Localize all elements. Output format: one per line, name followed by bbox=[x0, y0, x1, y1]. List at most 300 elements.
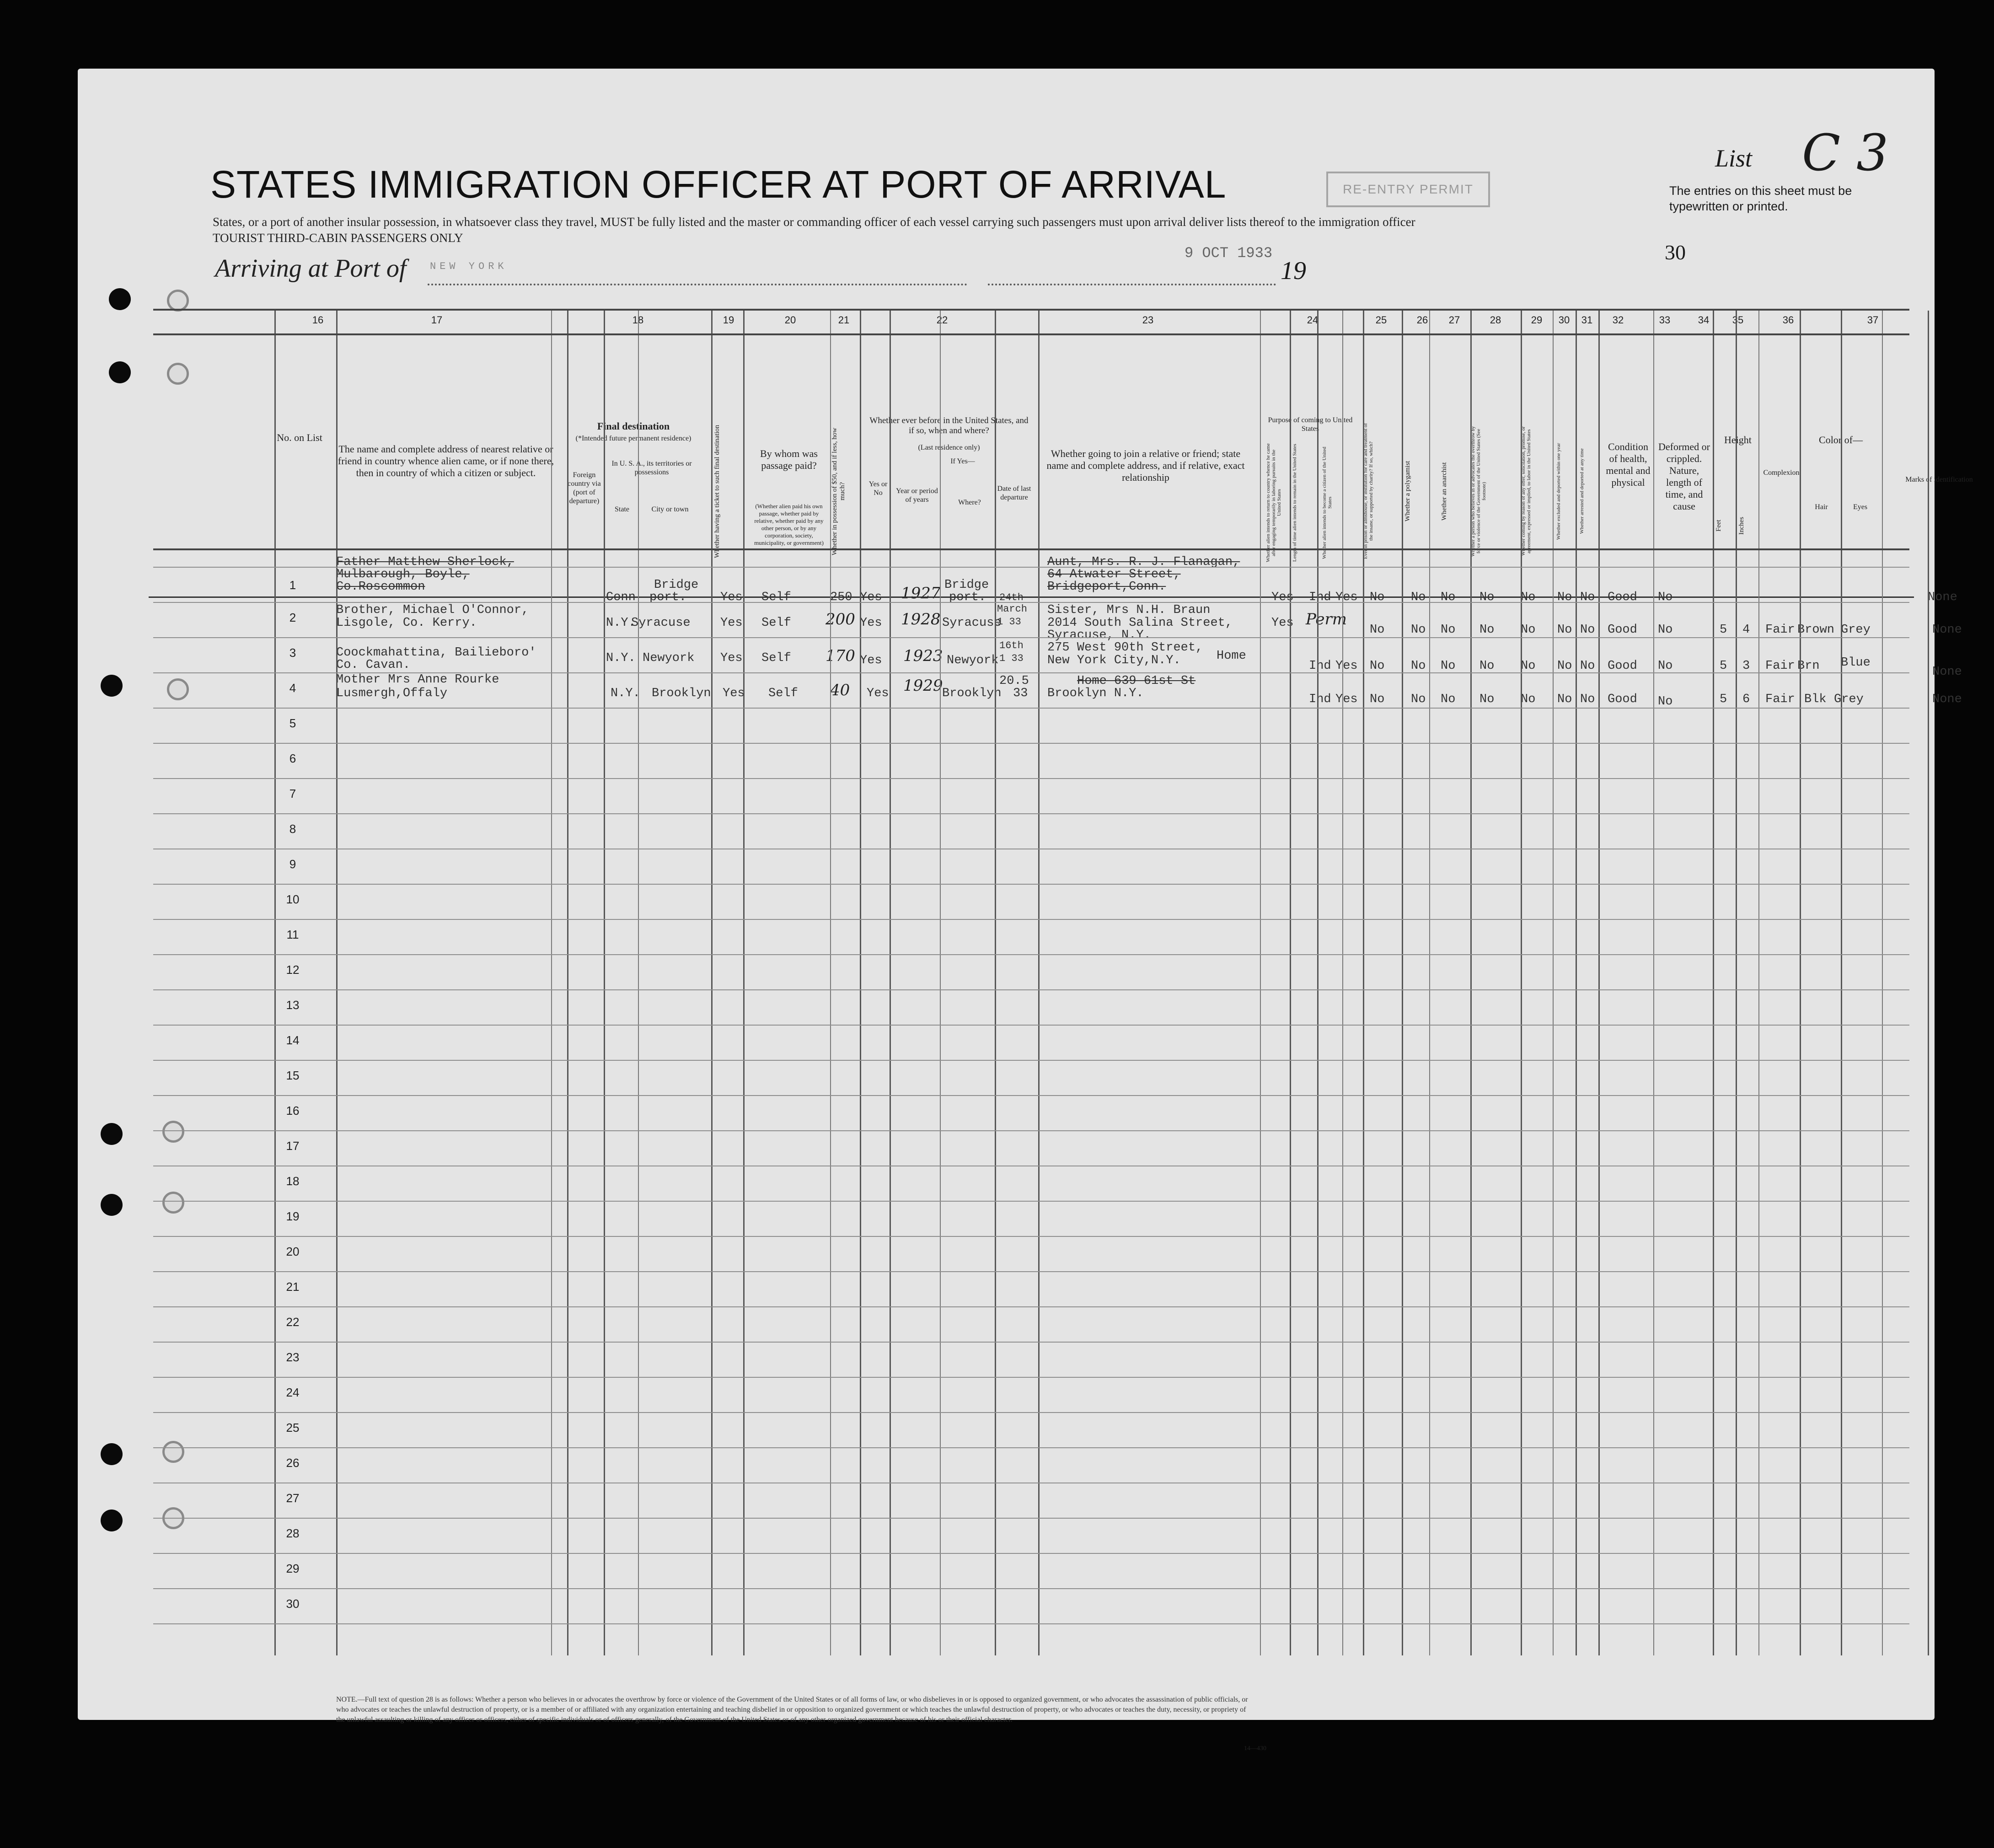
row-number: 26 bbox=[286, 1456, 300, 1470]
row2-paid: Self bbox=[761, 616, 791, 630]
binding-hole bbox=[101, 675, 123, 697]
col-number: 19 bbox=[723, 314, 734, 326]
column-rule bbox=[711, 311, 713, 1655]
form-code: 14—430 bbox=[1244, 1745, 1266, 1752]
row1-strike-line bbox=[149, 596, 1914, 598]
col-number: 37 bbox=[1867, 314, 1879, 326]
row2-purpose-return: Yes bbox=[1271, 616, 1294, 630]
row4-before: Yes bbox=[867, 687, 889, 700]
row2-complexion: Fair bbox=[1765, 623, 1795, 637]
row-number: 25 bbox=[286, 1421, 300, 1434]
col-number: 23 bbox=[1142, 314, 1154, 326]
row3-paid: Self bbox=[761, 651, 791, 665]
col-number: 35 bbox=[1732, 314, 1744, 326]
header-feet: Feet bbox=[1715, 520, 1722, 532]
row1-state: Conn bbox=[606, 591, 636, 604]
row1-q28: No bbox=[1479, 591, 1495, 604]
manifest-table bbox=[153, 309, 1973, 1655]
row2-where: Syracuse bbox=[942, 616, 1002, 630]
col-number: 18 bbox=[632, 314, 644, 326]
row-number: 14 bbox=[286, 1033, 300, 1047]
row-rule bbox=[153, 954, 1909, 955]
row4-q27: No bbox=[1441, 693, 1456, 706]
header-years: Year or period of years bbox=[896, 487, 938, 504]
row2-date-line2: March bbox=[997, 603, 1028, 615]
col-number: 16 bbox=[312, 314, 324, 326]
header-height: Height bbox=[1724, 434, 1752, 446]
row1-join-line2: 64 Atwater Street, bbox=[1047, 568, 1181, 581]
row1-ticket: Yes bbox=[720, 591, 743, 604]
row2-city: Syracuse bbox=[631, 616, 691, 630]
header-where: Where? bbox=[958, 499, 981, 506]
col-number: 21 bbox=[838, 314, 850, 326]
column-rule bbox=[1260, 311, 1261, 1655]
row-rule bbox=[153, 1025, 1909, 1026]
header-city: City or town bbox=[651, 505, 689, 513]
row-number: 24 bbox=[286, 1386, 300, 1399]
row1-years: 1927 bbox=[901, 584, 941, 602]
header-in-usa: In U. S. A., its territories or possessions bbox=[611, 460, 692, 476]
row2-money: 200 bbox=[825, 610, 855, 629]
row2-join-line3: Syracuse, N.Y. bbox=[1047, 629, 1151, 642]
row3-eyes: Blue bbox=[1841, 656, 1871, 670]
header-if-yes: If Yes— bbox=[950, 457, 975, 465]
binding-hole bbox=[101, 1123, 123, 1145]
header-color: Color of— bbox=[1819, 434, 1863, 446]
row-number: 10 bbox=[286, 892, 300, 906]
row-rule bbox=[153, 1342, 1909, 1343]
header-anarchist: Whether an anarchist bbox=[1441, 462, 1448, 521]
manifest-sheet bbox=[78, 69, 1973, 1752]
row4-state: N.Y. bbox=[611, 687, 640, 700]
header-arrested: Whether arrested and deported at any time bbox=[1579, 448, 1585, 534]
row-rule bbox=[153, 1623, 1909, 1624]
row2-before: Yes bbox=[860, 616, 882, 630]
column-rule bbox=[1342, 311, 1343, 1655]
row4-q29: No bbox=[1521, 693, 1536, 706]
row4-marks: None bbox=[1932, 693, 1962, 706]
row1-where-line2: port. bbox=[949, 591, 986, 604]
col-number: 32 bbox=[1612, 314, 1624, 326]
col-number: 26 bbox=[1416, 314, 1428, 326]
header-yes-or-no: Yes or No bbox=[868, 480, 888, 497]
row4-q31: No bbox=[1580, 693, 1595, 706]
row-number: 21 bbox=[286, 1280, 300, 1294]
row4-join-line1: Home 639 61st St bbox=[1077, 674, 1196, 688]
row-number: 28 bbox=[286, 1526, 300, 1540]
row2-relative-line1: Brother, Michael O'Connor, bbox=[336, 603, 529, 617]
row1-relative-line2: Mulbarough, Boyle, bbox=[336, 568, 470, 581]
column-rule bbox=[567, 311, 568, 1655]
row1-q31: No bbox=[1580, 591, 1595, 604]
header-foreign-country: Foreign country via (port of departure) bbox=[568, 471, 601, 505]
row-rule bbox=[153, 813, 1909, 814]
column-rule bbox=[860, 311, 861, 1655]
header-polygamist: Whether a polygamist bbox=[1404, 461, 1411, 522]
column-rule bbox=[1713, 311, 1714, 1655]
col-number: 20 bbox=[784, 314, 796, 326]
row3-q27: No bbox=[1441, 659, 1456, 673]
column-rule bbox=[1758, 311, 1759, 1655]
row1-purpose-return: Yes bbox=[1271, 591, 1294, 604]
column-rule bbox=[274, 311, 276, 1655]
row3-inches: 3 bbox=[1742, 659, 1750, 673]
header-overthrow: Whether a person who believes in or advocates the overthrow by force or violence of the Government of the United States (See footnote) bbox=[1470, 426, 1487, 557]
row3-state: N.Y. bbox=[606, 651, 636, 665]
row4-health: Good bbox=[1608, 693, 1637, 706]
row-number: 13 bbox=[286, 998, 300, 1012]
column-rule bbox=[743, 311, 745, 1655]
row2-q26: No bbox=[1411, 623, 1426, 637]
header-marks: Marks of identification bbox=[1905, 476, 1973, 483]
row2-date-line3: 1 33 bbox=[997, 616, 1021, 628]
year-value: 30 bbox=[1665, 241, 1686, 264]
row3-date-line1: 16th bbox=[999, 640, 1024, 651]
row4-feet: 5 bbox=[1720, 693, 1727, 706]
row3-q31: No bbox=[1580, 659, 1595, 673]
header-purpose-length: Length of time alien intends to remain in the United States bbox=[1292, 444, 1297, 562]
header-purpose-return: Whether alien intends to return to country whence he came after engaging temporarily in laboring pursuits in the United States bbox=[1265, 443, 1282, 562]
row1-deformed: No bbox=[1658, 591, 1673, 604]
row3-relative-line2: Co. Cavan. bbox=[336, 658, 411, 672]
row-number: 2 bbox=[289, 611, 296, 624]
row2-date-line1: 24th bbox=[999, 592, 1024, 603]
row-rule bbox=[153, 672, 1909, 673]
row-rule bbox=[153, 1588, 1909, 1589]
binding-hole bbox=[109, 361, 131, 383]
row-rule bbox=[153, 1306, 1909, 1307]
column-rule bbox=[995, 311, 996, 1655]
row4-city: Brooklyn bbox=[652, 687, 711, 700]
row1-city-line1: Bridge bbox=[654, 578, 699, 592]
row2-q27: No bbox=[1441, 623, 1456, 637]
row-rule bbox=[153, 602, 1909, 603]
row2-join-line2: 2014 South Salina Street, bbox=[1047, 616, 1233, 630]
row-number: 29 bbox=[286, 1562, 300, 1575]
column-rule bbox=[336, 311, 338, 1655]
column-rule bbox=[551, 311, 552, 1655]
binding-hole bbox=[101, 1443, 123, 1465]
row2-q31: No bbox=[1580, 623, 1595, 637]
row-number: 5 bbox=[289, 716, 296, 730]
header-no-on-list: No. on List bbox=[277, 432, 322, 443]
row3-q25: No bbox=[1370, 659, 1385, 673]
row-number: 1 bbox=[289, 578, 296, 592]
row-rule bbox=[153, 1095, 1909, 1096]
row3-feet: 5 bbox=[1720, 659, 1727, 673]
column-rule bbox=[1317, 311, 1319, 1655]
column-rule bbox=[1576, 311, 1577, 1655]
row4-paid: Self bbox=[768, 687, 798, 700]
col-number: 28 bbox=[1490, 314, 1501, 326]
row3-hair: Brn bbox=[1797, 659, 1820, 673]
binding-hole bbox=[101, 1510, 123, 1531]
row-rule bbox=[153, 1060, 1909, 1061]
row4-q28: No bbox=[1479, 693, 1495, 706]
row4-inches: 6 bbox=[1742, 693, 1750, 706]
list-label: List bbox=[1715, 145, 1753, 172]
header-state: State bbox=[615, 505, 629, 513]
column-rule bbox=[1402, 311, 1403, 1655]
row-rule bbox=[153, 1553, 1909, 1554]
col-number: 24 bbox=[1307, 314, 1319, 326]
column-rule bbox=[1553, 311, 1554, 1655]
row-rule bbox=[153, 1377, 1909, 1378]
row-rule bbox=[153, 1201, 1909, 1202]
row4-q30: No bbox=[1557, 693, 1572, 706]
row3-purpose-length: Ind bbox=[1309, 659, 1331, 673]
column-rule bbox=[1736, 311, 1737, 1655]
row-number: 11 bbox=[286, 928, 299, 941]
col-number: 29 bbox=[1531, 314, 1543, 326]
row-rule bbox=[153, 778, 1909, 779]
row2-q25: No bbox=[1370, 623, 1385, 637]
row4-date-line1: 20.5 bbox=[999, 674, 1029, 688]
row-number: 9 bbox=[289, 857, 296, 871]
row4-date-line2: 33 bbox=[1013, 687, 1028, 700]
column-rule bbox=[1882, 311, 1883, 1655]
row3-join-line3: Home bbox=[1217, 649, 1246, 663]
row1-marks: None bbox=[1928, 591, 1957, 604]
row2-health: Good bbox=[1608, 623, 1637, 637]
row-number: 3 bbox=[289, 646, 296, 660]
column-rule bbox=[1363, 311, 1364, 1655]
row4-years: 1929 bbox=[903, 677, 943, 695]
row3-years: 1923 bbox=[903, 647, 943, 665]
row3-ticket: Yes bbox=[720, 651, 743, 665]
column-rule bbox=[1928, 311, 1929, 1655]
header-last-residence: (Last residence only) bbox=[918, 444, 980, 451]
row1-money: 250 bbox=[830, 591, 852, 604]
row4-purpose-length: Ind bbox=[1309, 693, 1331, 706]
header-date-departure: Date of last departure bbox=[997, 485, 1031, 501]
row1-relative-line1: Father Matthew Sherlock, bbox=[336, 555, 514, 569]
row1-paid: Self bbox=[761, 591, 791, 604]
row-number: 18 bbox=[286, 1174, 300, 1188]
header-passage-paid: By whom was passage paid? bbox=[760, 448, 818, 471]
column-rule bbox=[1429, 311, 1430, 1655]
date-stamp: 9 OCT 1933 bbox=[1185, 245, 1273, 262]
row-number: 12 bbox=[286, 963, 300, 977]
row4-money: 40 bbox=[830, 681, 850, 699]
row2-marks: None bbox=[1932, 623, 1962, 637]
column-rule bbox=[1653, 311, 1654, 1655]
row4-q26: No bbox=[1411, 693, 1426, 706]
row-number: 20 bbox=[286, 1245, 300, 1258]
row-rule bbox=[153, 1518, 1909, 1519]
row4-join-line2: Brooklyn N.Y. bbox=[1047, 687, 1144, 700]
row1-city-line2: port. bbox=[649, 591, 687, 604]
row1-join-line3: Bridgeport,Conn. bbox=[1047, 580, 1166, 594]
header-join-relative: Whether going to join a relative or friend; state name and complete address, and if relative, exact relationship bbox=[1046, 448, 1245, 483]
row3-q26: No bbox=[1411, 659, 1426, 673]
header-money: Whether in possession of $50, and if less, how much? bbox=[831, 427, 846, 555]
row1-before: Yes bbox=[860, 591, 882, 604]
row4-relative-line1: Mother Mrs Anne Rourke bbox=[336, 673, 499, 687]
row-rule bbox=[153, 884, 1909, 885]
subtitle-line-2: TOURIST THIRD-CABIN PASSENGERS ONLY bbox=[213, 231, 463, 245]
row2-inches: 4 bbox=[1742, 623, 1750, 637]
row1-relative-line3: Co.Roscommon bbox=[336, 580, 425, 594]
row3-date-line2: 1 33 bbox=[999, 653, 1024, 664]
row1-where-line1: Bridge bbox=[944, 578, 989, 592]
binding-hole bbox=[109, 288, 131, 310]
row-number: 19 bbox=[286, 1209, 300, 1223]
row-number: 6 bbox=[289, 752, 296, 765]
row-number: 16 bbox=[286, 1104, 300, 1117]
row-rule bbox=[153, 1271, 1909, 1272]
row4-hair: Blk bbox=[1804, 693, 1827, 706]
row4-q25: No bbox=[1370, 693, 1385, 706]
row2-join-line1: Sister, Mrs N.H. Braun bbox=[1047, 603, 1211, 617]
row2-years: 1928 bbox=[901, 610, 941, 629]
header-final-destination-note: (*Intended future permanent residence) bbox=[575, 435, 691, 442]
header-labor-offer: Whether coming by reason of any offer, solicitation, promise, or agreement, expressed or implied, to labor in the United States bbox=[1521, 426, 1532, 556]
column-rule bbox=[1290, 311, 1291, 1655]
re-entry-stamp: RE-ENTRY PERMIT bbox=[1326, 172, 1490, 207]
year-label: 19 bbox=[1281, 257, 1306, 285]
row2-feet: 5 bbox=[1720, 623, 1727, 637]
row-rule bbox=[153, 743, 1909, 744]
row3-health: Good bbox=[1608, 659, 1637, 673]
entries-note: The entries on this sheet must be typewritten or printed. bbox=[1669, 184, 1852, 213]
header-health: Condition of health, mental and physical bbox=[1606, 441, 1651, 488]
row2-eyes: Grey bbox=[1841, 623, 1871, 637]
row3-q30: No bbox=[1557, 659, 1572, 673]
header-before-in-us: Whether ever before in the United States, and if so, when and where? bbox=[869, 416, 1029, 435]
header-eyes: Eyes bbox=[1853, 503, 1868, 511]
col-number: 27 bbox=[1448, 314, 1460, 326]
row3-city: Newyork bbox=[643, 651, 695, 665]
row1-q27: No bbox=[1441, 591, 1456, 604]
header-purpose-citizen: Whether alien intends to become a citizen of the United States bbox=[1322, 446, 1333, 559]
row4-eyes: Grey bbox=[1834, 693, 1864, 706]
column-rule bbox=[604, 311, 605, 1655]
row3-join-line2: New York City,N.Y. bbox=[1047, 654, 1181, 667]
col-number: 17 bbox=[431, 314, 443, 326]
row1-q25: No bbox=[1370, 591, 1385, 604]
col-number: 36 bbox=[1782, 314, 1794, 326]
column-rule bbox=[1521, 311, 1522, 1655]
row-number: 23 bbox=[286, 1350, 300, 1364]
row1-purpose-length: Ind bbox=[1309, 591, 1331, 604]
header-rule bbox=[153, 333, 1909, 335]
footnote-question-28: NOTE.—Full text of question 28 is as follows: Whether a person who believes in or advocates the overthrow by force or violence of the Government of the United States or of all forms of law, or who disbelieves in or is opposed to organized government, or who advocates the assassination of public officials, or who advocates or teaches the unlawful destruction of property, or is a member of or affiliated with any organization entertaining and teaching disbelief in or opposition to organized government or which teaches the unlawful destruction of property, or who advocates or teaches the duty, necessity, or propriety of the unlawful assaulting or killing of any officer or officers, either of specific individuals or of officers generally, of the Government of the United States or of any other organized government because of his or their official character. bbox=[336, 1696, 1248, 1724]
column-rule bbox=[1598, 311, 1600, 1655]
column-rule bbox=[638, 311, 639, 1655]
page-title: STATES IMMIGRATION OFFICER AT PORT OF ARRIVAL bbox=[210, 163, 1227, 206]
row4-purpose-citizen: Yes bbox=[1335, 693, 1358, 706]
row3-q29: No bbox=[1521, 659, 1536, 673]
column-rule bbox=[1038, 311, 1040, 1655]
col-number: 33 bbox=[1659, 314, 1671, 326]
row2-hair: Brown bbox=[1797, 623, 1835, 637]
row-rule bbox=[153, 708, 1909, 709]
column-rule bbox=[1470, 311, 1472, 1655]
header-ticket: Whether having a ticket to such final destination bbox=[713, 424, 721, 558]
row-rule bbox=[153, 637, 1909, 638]
row2-relative-line2: Lisgole, Co. Kerry. bbox=[336, 616, 477, 630]
row4-deformed: No bbox=[1658, 695, 1673, 709]
row-number: 7 bbox=[289, 787, 296, 800]
subtitle-line-1: States, or a port of another insular possession, in whatsoever class they travel, MUST be fully listed and the master or commanding officer of each vessel carrying such passengers must upon arrival deliver lists thereof to the immigration officer bbox=[213, 215, 1415, 229]
row3-relative-line1: Coockmahattina, Bailieboro' bbox=[336, 646, 536, 660]
row2-purpose-length: Perm bbox=[1306, 610, 1347, 629]
row3-purpose-citizen: Yes bbox=[1335, 659, 1358, 673]
column-rule bbox=[1841, 311, 1842, 1655]
row3-money: 170 bbox=[825, 647, 855, 665]
row3-where: Newyork bbox=[947, 654, 999, 667]
date-dotted-line bbox=[988, 284, 1276, 285]
binding-ring bbox=[167, 290, 189, 312]
row-number: 15 bbox=[286, 1069, 300, 1082]
row3-marks: None bbox=[1932, 665, 1962, 679]
port-value: NEW YORK bbox=[430, 261, 508, 272]
column-rule bbox=[890, 311, 891, 1655]
column-rule bbox=[830, 311, 831, 1655]
row-number: 8 bbox=[289, 822, 296, 836]
row-rule bbox=[153, 919, 1909, 920]
column-rule bbox=[1800, 311, 1801, 1655]
row3-complexion: Fair bbox=[1765, 659, 1795, 673]
row-rule bbox=[153, 1130, 1909, 1131]
row-number: 30 bbox=[286, 1597, 300, 1611]
row4-ticket: Yes bbox=[723, 687, 745, 700]
header-final-destination: Final destination bbox=[597, 420, 670, 432]
header-complexion: Complexion bbox=[1763, 469, 1800, 477]
header-passage-paid-note: (Whether alien paid his own passage, whether paid by relative, whether paid by any other person, or by any corporation, society, municipality, or government) bbox=[754, 503, 824, 546]
row2-state: N.Y. bbox=[606, 616, 636, 630]
row-number: 17 bbox=[286, 1139, 300, 1153]
row1-join-line1: Aunt, Mrs. R. J. Flanagan, bbox=[1047, 555, 1240, 569]
row1-health: Good bbox=[1608, 591, 1637, 604]
header-purpose: Purpose of coming to United States bbox=[1268, 416, 1353, 433]
port-dotted-line bbox=[428, 284, 967, 285]
row3-q28: No bbox=[1479, 659, 1495, 673]
row1-q30: No bbox=[1557, 591, 1572, 604]
row4-where: Brooklyn bbox=[942, 687, 1002, 700]
binding-hole bbox=[101, 1194, 123, 1216]
column-rule bbox=[940, 311, 941, 1655]
row4-relative-line2: Lusmergh,Offaly bbox=[336, 687, 448, 700]
header-excluded: Whether excluded and deported within one year bbox=[1556, 443, 1561, 540]
col-number: 34 bbox=[1698, 314, 1710, 326]
row-number: 22 bbox=[286, 1315, 300, 1329]
row1-q26: No bbox=[1411, 591, 1426, 604]
col-number: 30 bbox=[1558, 314, 1570, 326]
header-inches: Inches bbox=[1738, 516, 1745, 535]
header-rule bbox=[153, 548, 1909, 550]
row1-purpose-citizen: Yes bbox=[1335, 591, 1358, 604]
row-number: 27 bbox=[286, 1491, 300, 1505]
header-deformed: Deformed or crippled. Nature, length of time, and cause bbox=[1658, 441, 1710, 512]
row-rule bbox=[153, 989, 1909, 990]
row1-q29: No bbox=[1521, 591, 1536, 604]
row4-complexion: Fair bbox=[1765, 693, 1795, 706]
col-number: 25 bbox=[1375, 314, 1387, 326]
header-prison: Ever in prison or almshouse, or institution for care and treatment of the insane, or supported by charity? If so, which? bbox=[1363, 423, 1374, 559]
header-hair: Hair bbox=[1815, 503, 1828, 511]
row-rule bbox=[153, 1447, 1909, 1448]
row-number: 4 bbox=[289, 681, 296, 695]
header-relative: The name and complete address of nearest relative or friend in country whence alien came, or if none there, then in country of which a citizen or subject. bbox=[338, 443, 554, 478]
col-number: 22 bbox=[936, 314, 948, 326]
row2-ticket: Yes bbox=[720, 616, 743, 630]
row2-deformed: No bbox=[1658, 623, 1673, 637]
row-rule bbox=[153, 1236, 1909, 1237]
col-number: 31 bbox=[1581, 314, 1593, 326]
row3-deformed: No bbox=[1658, 659, 1673, 673]
